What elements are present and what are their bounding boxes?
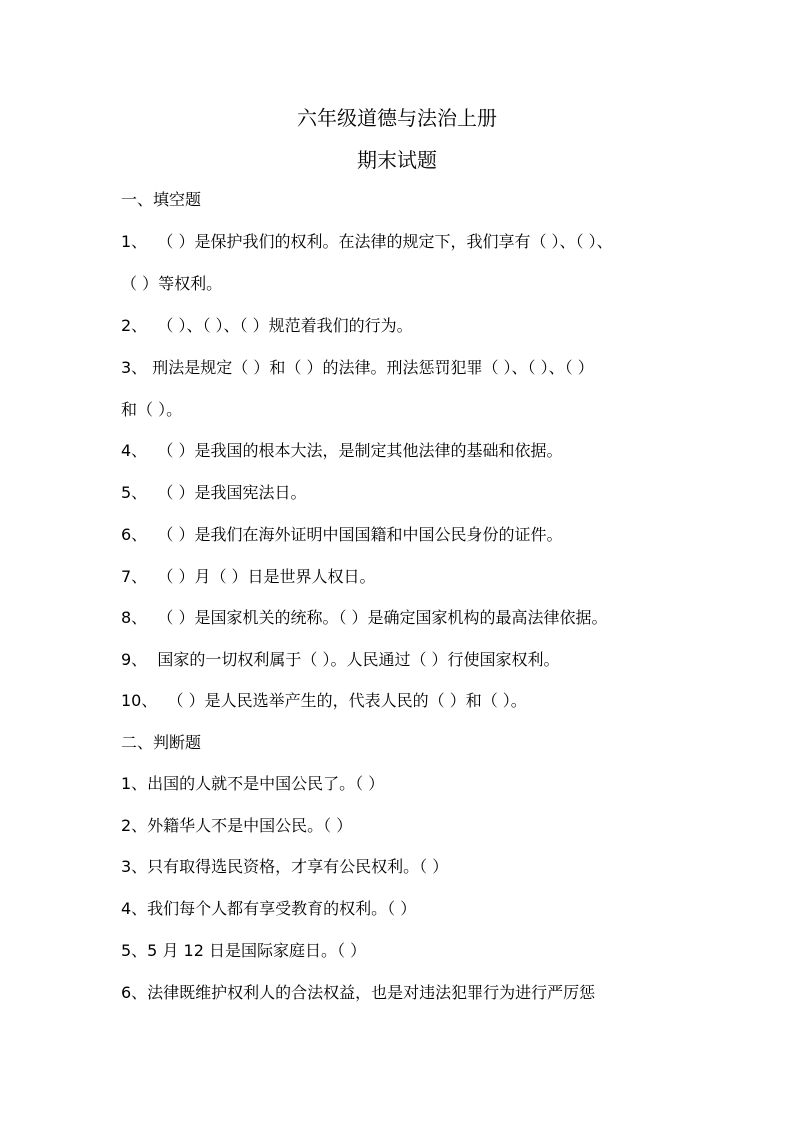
question-fill-8: 8、 （ ）是国家机关的统称。（ ）是确定国家机构的最高法律依据。 [121, 608, 608, 627]
question-tf-4: 4、我们每个人都有享受教育的权利。（ ） [121, 899, 417, 918]
question-fill-1-cont: （ ）等权利。 [121, 274, 223, 293]
question-tf-5: 5、5 月 12 日是国际家庭日。（ ） [121, 941, 367, 960]
section-heading-fill-in: 一、填空题 [121, 190, 202, 209]
question-fill-5: 5、 （ ）是我国宪法日。 [121, 483, 307, 502]
section-heading-true-false: 二、判断题 [121, 733, 202, 752]
question-fill-6: 6、 （ ）是我们在海外证明中国国籍和中国公民身份的证件。 [121, 525, 563, 544]
question-fill-3-cont: 和（ ）。 [121, 400, 183, 419]
question-fill-9: 9、 国家的一切权利属于（ ）。人民通过（ ）行使国家权利。 [121, 650, 560, 669]
question-tf-2: 2、外籍华人不是中国公民。（ ） [121, 816, 353, 835]
document-subtitle: 期末试题 [357, 148, 437, 172]
question-fill-2: 2、 （ ）、（ ）、（ ）规范着我们的行为。 [121, 316, 413, 335]
question-tf-1: 1、出国的人就不是中国公民了。（ ） [121, 774, 385, 793]
question-fill-7: 7、 （ ）月（ ）日是世界人权日。 [121, 567, 376, 586]
document-title: 六年级道德与法治上册 [297, 106, 497, 130]
question-tf-6: 6、法律既维护权利人的合法权益，也是对违法犯罪行为进行严厉惩 [121, 983, 596, 1002]
question-fill-1: 1、 （ ）是保护我们的权利。在法律的规定下，我们享有（ ）、（ ）、 [121, 232, 613, 251]
question-fill-10: 10、 （ ）是人民选举产生的，代表人民的（ ）和（ ）。 [121, 691, 527, 710]
question-tf-3: 3、只有取得选民资格，才享有公民权利。（ ） [121, 857, 449, 876]
question-fill-4: 4、 （ ）是我国的根本大法，是制定其他法律的基础和依据。 [121, 441, 563, 460]
question-fill-3: 3、 刑法是规定（ ）和（ ）的法律。刑法惩罚犯罪（ ）、（ ）、（ ） [121, 358, 594, 377]
